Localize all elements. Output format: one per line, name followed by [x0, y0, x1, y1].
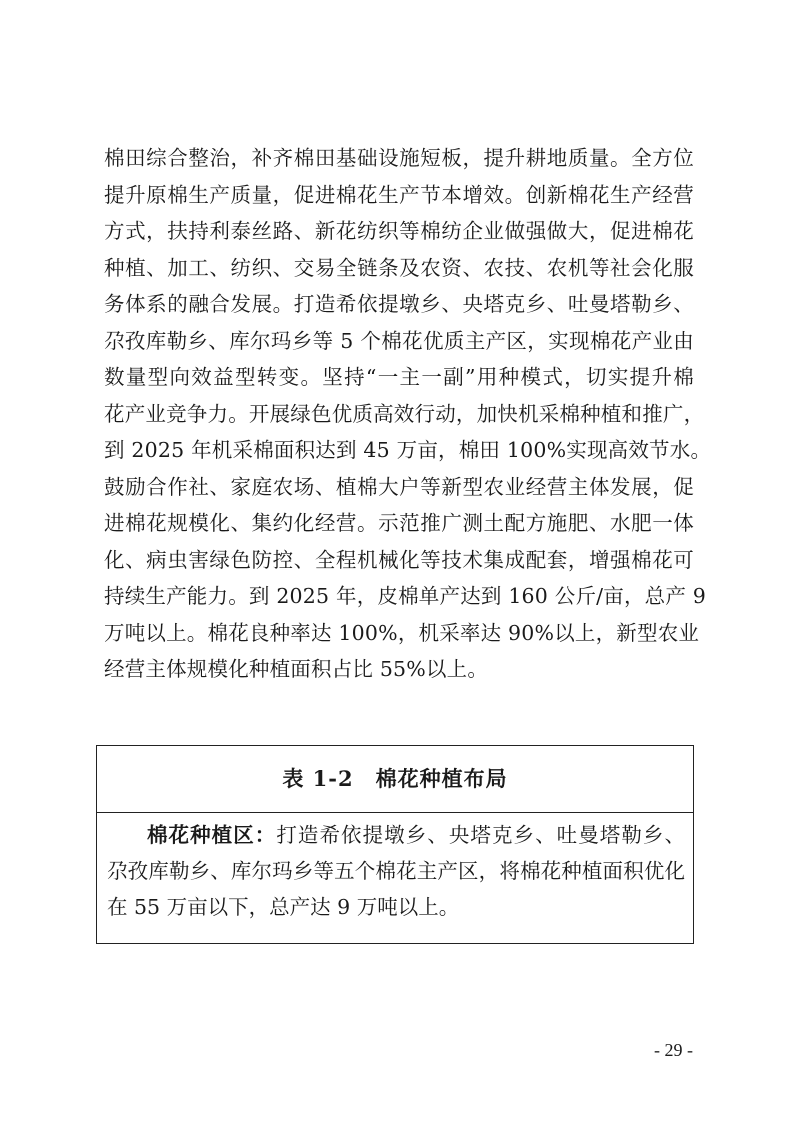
paragraph-line: 花产业竞争力。开展绿色优质高效行动，加快机采棉种植和推广，	[104, 401, 705, 426]
paragraph-line: 数量型向效益型转变。坚持“一主一副”用种模式，切实提升棉	[104, 365, 694, 389]
cotton-layout-table	[96, 745, 694, 944]
page-number: - 29 -	[654, 1040, 693, 1060]
paragraph-line: 化、病虫害绿色防控、全程机械化等技术集成配套，增强棉花可	[104, 547, 694, 572]
table-line: 尕孜库勒乡、库尔玛乡等五个棉花主产区，将棉花种植面积优化	[107, 859, 685, 883]
paragraph-line: 提升原棉生产质量，促进棉花生产节本增效。创新棉花生产经营	[104, 182, 694, 207]
table-title: 表 1-2 棉花种植布局	[97, 746, 693, 813]
paragraph-line: 种植、加工、纺织、交易全链条及农资、农技、农机等社会化服	[104, 255, 694, 280]
paragraph-line: 棉田综合整治，补齐棉田基础设施短板，提升耕地质量。全方位	[104, 146, 694, 170]
table-line	[107, 817, 685, 853]
table-lead-label: 棉花种植区：	[147, 823, 277, 847]
paragraph-line: 方式，扶持利泰丝路、新花纺织等棉纺企业做强做大，促进棉花	[104, 219, 694, 243]
paragraph-line: 持续生产能力。到 2025 年，皮棉单产达到 160 公斤/亩，总产 9	[104, 584, 707, 608]
paragraph-line: 经营主体规模化种植面积占比 55%以上。	[104, 657, 489, 681]
table-line-text: 打造希依提墩乡、央塔克乡、吐曼塔勒乡、	[276, 823, 685, 847]
paragraph-line: 鼓励合作社、家庭农场、植棉大户等新型农业经营主体发展，促	[104, 474, 694, 499]
paragraph-line: 到 2025 年机采棉面积达到 45 万亩，棉田 100%实现高效节水。	[104, 438, 712, 462]
paragraph-line: 尕孜库勒乡、库尔玛乡等 5 个棉花优质主产区，实现棉花产业由	[104, 328, 694, 353]
paragraph-line: 务体系的融合发展。打造希依提墩乡、央塔克乡、吐曼塔勒乡、	[104, 292, 694, 316]
table-line: 在 55 万亩以下，总产达 9 万吨以上。	[107, 895, 460, 919]
paragraph-line: 万吨以上。棉花良种率达 100%，机采率达 90%以上，新型农业	[104, 620, 700, 645]
table-body	[97, 813, 693, 925]
paragraph-line: 进棉花规模化、集约化经营。示范推广测土配方施肥、水肥一体	[104, 511, 694, 535]
body-paragraph	[104, 140, 712, 688]
